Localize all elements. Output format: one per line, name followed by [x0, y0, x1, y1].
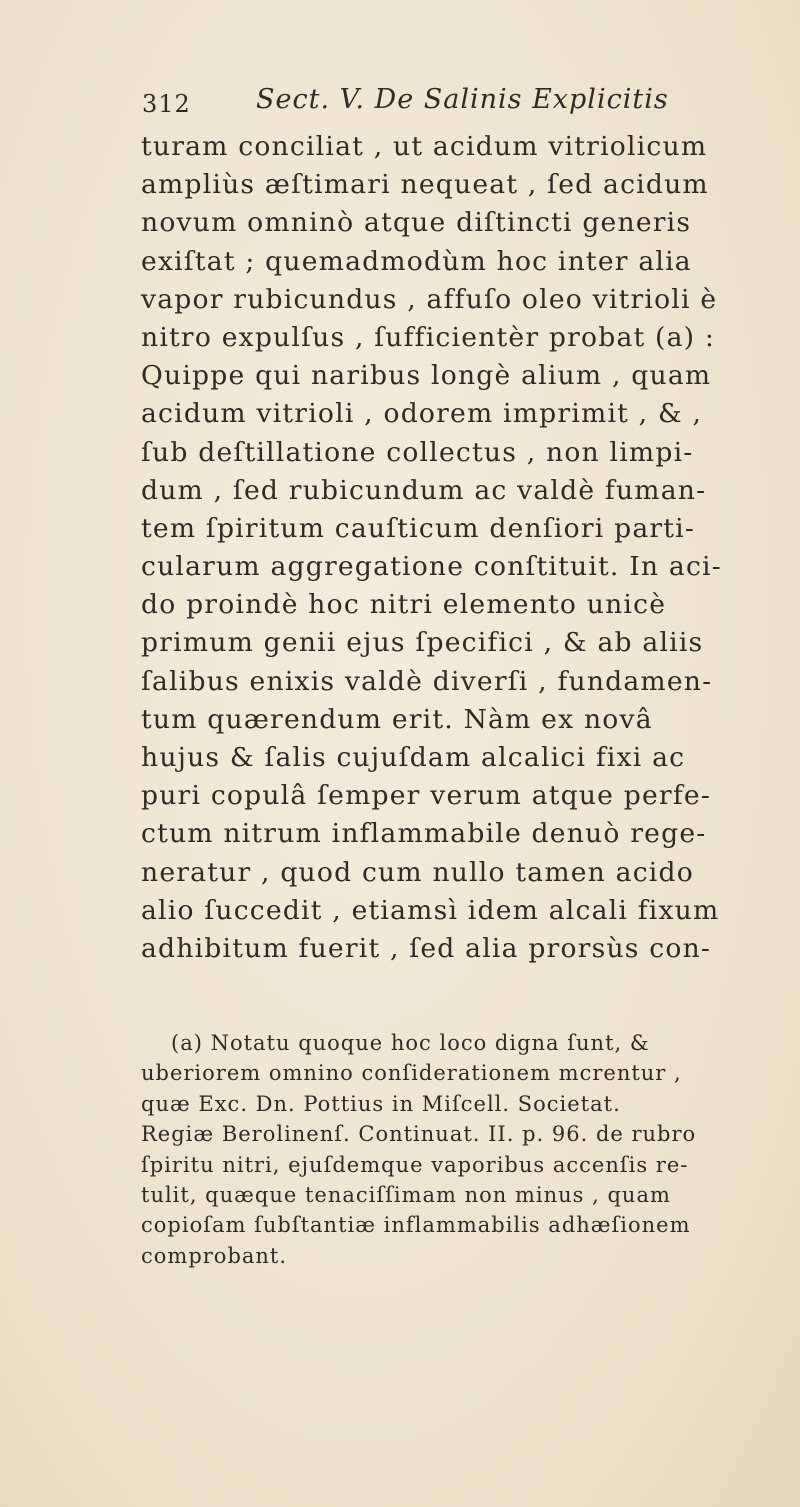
footnote-line: quæ Exc. Dn. Pottius in Miſcell. Societat. — [141, 1091, 621, 1116]
footnote-line: uberiorem omnino conſiderationem mcrentur , — [141, 1061, 682, 1086]
body-line: novum omninò atque diſtincti generis — [141, 207, 692, 239]
footnote-line: (a) Notatu quoque hoc loco digna ſunt, & — [171, 1031, 650, 1055]
body-line: turam conciliat , ut acidum vitriolicum — [141, 131, 708, 162]
footnote-line: comprobant. — [141, 1243, 288, 1268]
footnote-line: copioſam ſubſtantiæ inflammabilis adhæſionem — [141, 1213, 691, 1238]
body-line: hujus & ſalis cujuſdam alcalici fixi ac — [141, 742, 686, 773]
running-title: Sect. V. De Salinis Explicitis — [256, 84, 669, 115]
body-line: ſub deſtillatione collectus , non limpi- — [141, 436, 694, 468]
body-line: ſalibus enixis valdè diverſi , fundamen- — [141, 665, 713, 697]
body-line: neratur , quod cum nullo tamen acido — [141, 856, 694, 888]
body-line: puri copulâ ſemper verum atque perfe- — [141, 780, 712, 812]
footnote-line: ſpiritu nitri, ejuſdemque vaporibus accenſis re- — [141, 1152, 689, 1177]
body-text — [141, 128, 771, 968]
body-line: dum , ſed rubicundum ac valdè fuman- — [141, 474, 707, 506]
body-line: exiſtat ; quemadmodùm hoc inter alia — [141, 245, 692, 277]
footnote-line: Regiæ Berolinenſ. Continuat. II. p. 96. de rubro — [141, 1122, 697, 1147]
footnote-line: tulit, quæque tenaciſſimam non minus , quam — [141, 1182, 671, 1207]
body-line: ctum nitrum inflammabile denuò rege- — [141, 818, 707, 850]
body-line: cularum aggregatione conſtituit. In aci- — [141, 551, 722, 583]
body-line: tem ſpiritum cauſticum denſiori parti- — [141, 512, 696, 544]
body-line: adhibitum fuerit , ſed alia prorsùs con- — [141, 932, 712, 964]
body-line: nitro expulſus , ſufficientèr probat (a) : — [141, 321, 716, 353]
body-line: tum quærendum erit. Nàm ex novâ — [141, 703, 653, 735]
page-number: 312 — [142, 90, 191, 118]
body-line: acidum vitrioli , odorem imprimit , & , — [141, 398, 703, 430]
body-line: do proindè hoc nitri elemento unicè — [141, 589, 667, 621]
body-line: vapor rubicundus , affuſo oleo vitrioli è — [141, 283, 718, 315]
body-line: ampliùs æſtimari nequeat , ſed acidum — [141, 169, 709, 201]
body-line: alio ſuccedit , etiamsì idem alcali fixum — [141, 894, 720, 926]
body-line: Quippe qui naribus longè alium , quam — [141, 360, 712, 392]
page-header — [142, 84, 742, 128]
footnote — [141, 1028, 771, 1271]
body-line: primum genii ejus ſpecifici , & ab aliis — [141, 627, 704, 659]
